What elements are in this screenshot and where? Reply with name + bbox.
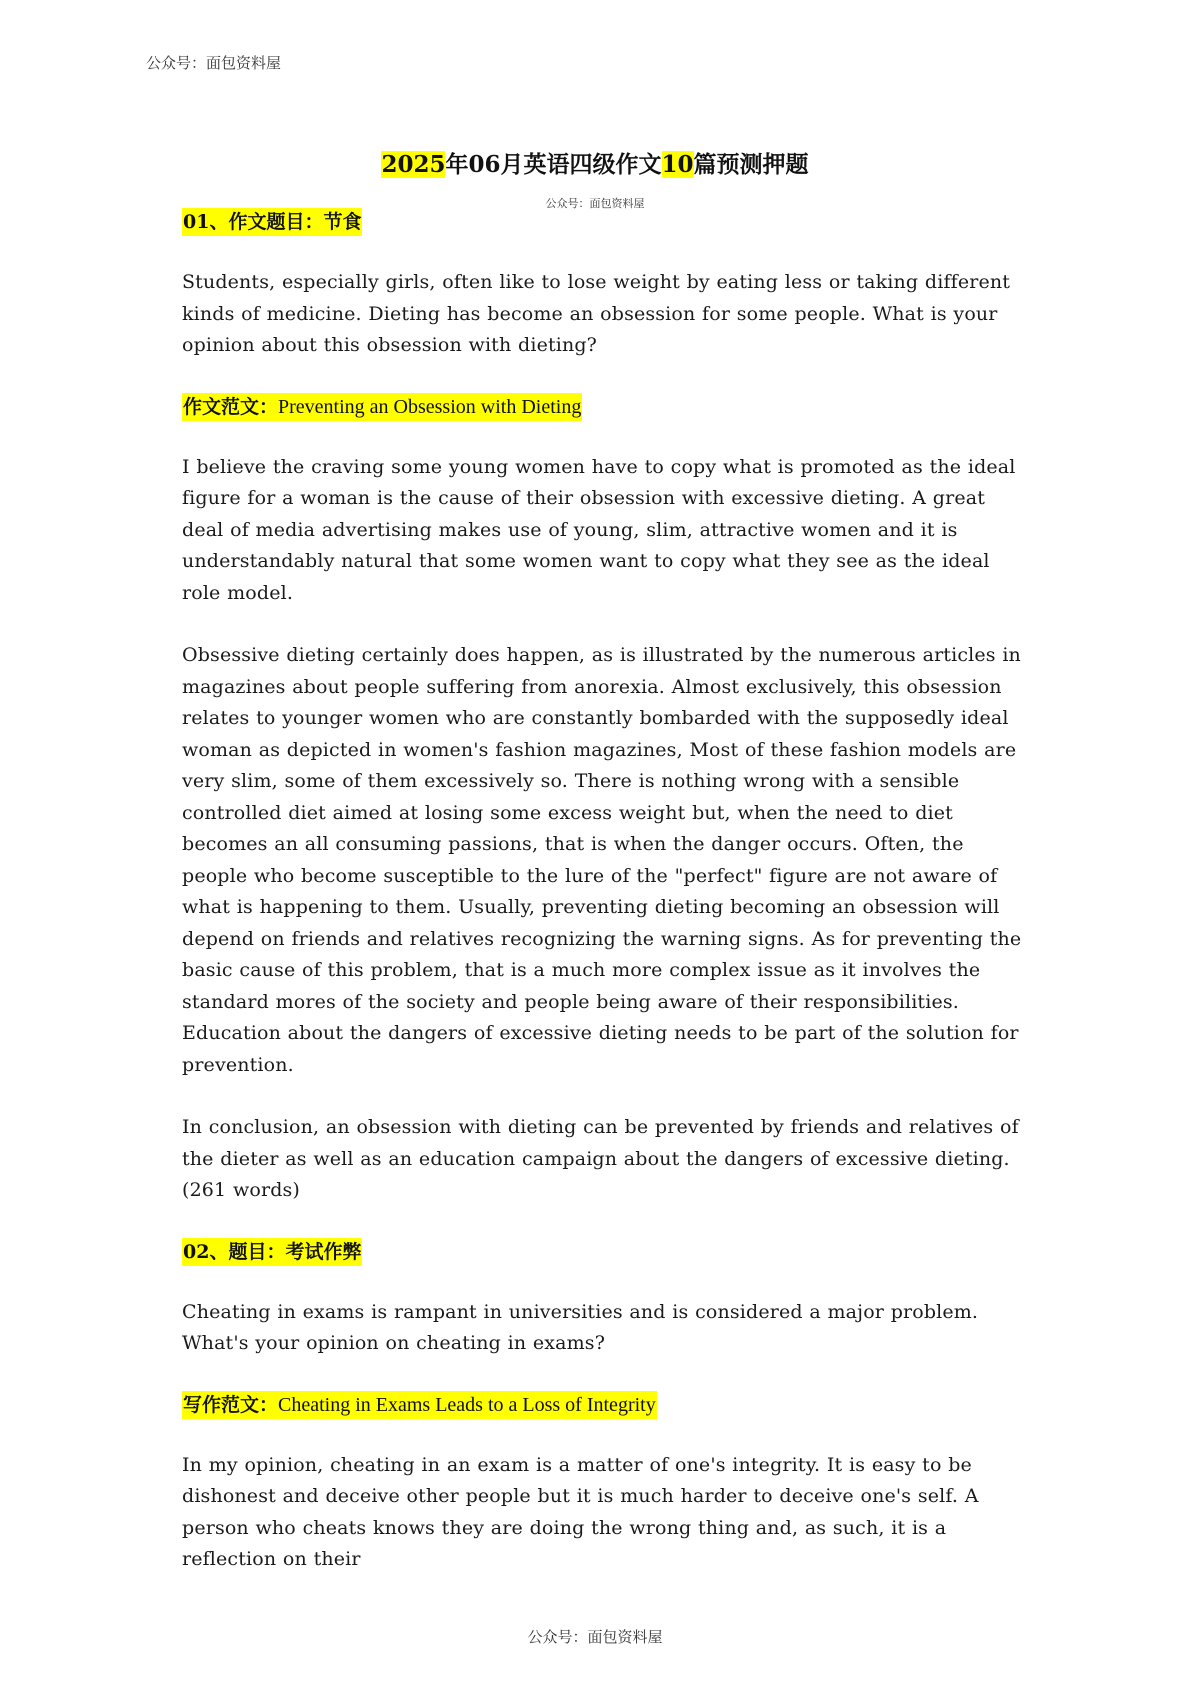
section-01 (182, 208, 1022, 1207)
title-year: 2025 (381, 151, 446, 178)
document-body (182, 208, 1022, 1576)
essay-prompt: Cheating in exams is rampant in universities and is considered a major problem. What's your opinion on cheating in exams? (182, 1300, 979, 1354)
footer-watermark: 公众号：面包资料屋 (527, 1628, 663, 1646)
sample-label: 写作范文： (183, 1393, 279, 1416)
essay-paragraph: I believe the craving some young women have to copy what is promoted as the ideal figure for a woman is the cause of their obsession with excessive dieting. A great deal of media advertising makes use of young, slim, attractive women and it is understandably natural that some women want to copy what they see as the ideal role model. (182, 455, 1016, 604)
sample-essay-heading (182, 393, 582, 421)
title-count: 10 (661, 151, 694, 178)
essay-paragraph: In my opinion, cheating in an exam is a matter of one's integrity. It is easy to be dishonest and deceive other people but it is much harder to deceive one's self. A person who cheats knows they are doing the wrong thing and, as such, it is a reflection on their (182, 1453, 979, 1570)
section-heading: 02、题目：考试作弊 (182, 1238, 362, 1266)
essay-prompt: Students, especially girls, often like to lose weight by eating less or taking different kinds of medicine. Dieting has become an obsession for some people. What is your opinion about this obsession with dieting? (182, 271, 1011, 356)
essay-paragraph: Obsessive dieting certainly does happen, as is illustrated by the numerous articles in magazines about people suffering from anorexia. Almost exclusively, this obsession relates to younger women who are constantly bombarded with the supposedly ideal woman as depicted in women's fashion magazines, Most of these fashion models are very slim, some of them excessively so. There is nothing wrong with a sensible controlled diet aimed at losing some excess weight but, when the need to diet becomes an all consuming passions, that is when the danger occurs. Often, the people who become susceptible to the lure of the "perfect" figure are not aware of what is happening to them. Usually, preventing dieting becoming an obsession will depend on friends and relatives recognizing the warning signs. As for preventing the basic cause of this problem, that is a much more complex issue as it involves the standard mores of the society and people being aware of their responsibilities. Education about the dangers of excessive dieting needs to be part of the solution for prevention. (182, 644, 1022, 1076)
title-part2: 篇预测押题 (693, 151, 809, 178)
sample-label: 作文范文： (183, 395, 279, 418)
sample-title: Preventing an Obsession with Dieting (278, 395, 582, 418)
title-part1: 年06月英语四级作文 (445, 151, 662, 178)
essay-paragraph: In conclusion, an obsession with dieting can be prevented by friends and relatives of the dieter as well as an education campaign about the dangers of excessive dieting. (261 words) (182, 1116, 1019, 1201)
page-title (0, 146, 1190, 179)
sample-essay-heading (182, 1391, 657, 1419)
header-watermark: 公众号：面包资料屋 (146, 54, 282, 72)
sample-title: Cheating in Exams Leads to a Loss of Integrity (278, 1393, 656, 1416)
section-heading: 01、作文题目：节食 (182, 208, 362, 236)
subtitle-watermark: 公众号：面包资料屋 (545, 197, 645, 210)
section-02 (182, 1238, 1022, 1576)
